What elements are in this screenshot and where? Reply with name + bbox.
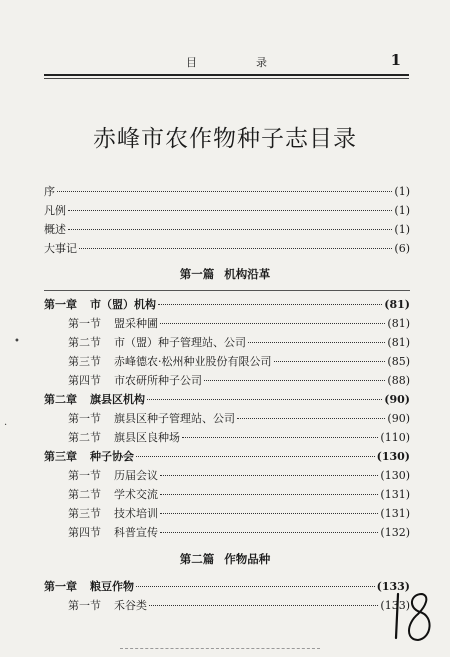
section-page: (131) <box>380 488 410 501</box>
toc-section <box>68 524 410 541</box>
chapter-page: (81) <box>384 298 410 311</box>
leader-dots <box>274 361 386 362</box>
section-title: 市（盟）种子管理站、公司 <box>114 336 246 349</box>
toc-entry-title: 凡例 <box>44 204 66 217</box>
toc-entry-page: (1) <box>394 185 410 198</box>
leader-dots <box>158 304 382 305</box>
part-label: 第二篇 <box>179 552 215 566</box>
leader-dots <box>136 586 375 587</box>
section-number: 第一节 <box>68 469 101 482</box>
header-rule <box>44 74 409 76</box>
header-rule-thin <box>44 78 409 79</box>
leader-dots <box>79 248 392 249</box>
toc-section <box>68 315 410 332</box>
toc-section <box>68 467 410 484</box>
chapter-number: 第三章 <box>44 450 77 463</box>
section-page: (131) <box>380 507 410 520</box>
page-number: 1 <box>390 51 401 69</box>
chapter-title: 旗县区机构 <box>90 393 145 406</box>
toc-section <box>68 372 410 389</box>
running-header <box>44 51 409 76</box>
leader-dots <box>136 456 375 457</box>
toc-section <box>68 486 410 503</box>
section-page: (133) <box>380 599 410 612</box>
part-label: 第一篇 <box>179 267 215 281</box>
section-page: (81) <box>387 317 410 330</box>
section-title: 历届会议 <box>114 469 158 482</box>
section-number: 第二节 <box>68 336 101 349</box>
chapter-number: 第二章 <box>44 393 77 406</box>
section-divider <box>44 290 410 291</box>
section-page: (81) <box>387 336 410 349</box>
toc-section <box>68 505 410 522</box>
toc-chapter <box>44 296 410 313</box>
bottom-edge <box>120 648 320 653</box>
section-number: 第一节 <box>68 317 101 330</box>
part-title: 机构沿革 <box>224 267 271 281</box>
running-header-title: 目 录 <box>186 56 291 69</box>
chapter-number: 第一章 <box>44 298 77 311</box>
toc-chapter <box>44 391 410 408</box>
chapter-page: (133) <box>376 580 410 593</box>
section-title: 旗县区种子管理站、公司 <box>114 412 235 425</box>
leader-dots <box>160 475 378 476</box>
leader-dots <box>182 437 378 438</box>
section-title: 禾谷类 <box>114 599 147 612</box>
section-title: 盟采种圃 <box>114 317 158 330</box>
leader-dots <box>149 605 378 606</box>
toc-entry-title: 序 <box>44 185 55 198</box>
section-page: (85) <box>387 355 410 368</box>
leader-dots <box>68 210 392 211</box>
handwritten-annotation <box>388 588 438 646</box>
chapter-title: 种子协会 <box>90 450 134 463</box>
leader-dots <box>160 323 385 324</box>
section-title: 技术培训 <box>114 507 158 520</box>
chapter-title: 市（盟）机构 <box>90 298 156 311</box>
part-heading <box>0 551 450 567</box>
section-title: 科普宣传 <box>114 526 158 539</box>
section-number: 第四节 <box>68 526 101 539</box>
chapter-number: 第一章 <box>44 580 77 593</box>
leader-dots <box>57 191 392 192</box>
section-number: 第二节 <box>68 431 101 444</box>
part-title: 作物品种 <box>224 552 271 566</box>
section-number: 第四节 <box>68 374 101 387</box>
chapter-page: (130) <box>376 450 410 463</box>
leader-dots <box>147 399 382 400</box>
toc-chapter <box>44 448 410 465</box>
chapter-title: 粮豆作物 <box>90 580 134 593</box>
toc-section <box>68 334 410 351</box>
toc-entry <box>44 240 410 257</box>
section-title: 学术交流 <box>114 488 158 501</box>
section-title: 市农研所种子公司 <box>114 374 202 387</box>
section-number: 第三节 <box>68 355 101 368</box>
toc-entry-page: (1) <box>394 223 410 236</box>
chapter-page: (90) <box>384 393 410 406</box>
section-page: (110) <box>380 431 410 444</box>
toc-entry-title: 概述 <box>44 223 66 236</box>
toc-section <box>68 597 410 614</box>
section-title: 旗县区良种场 <box>114 431 180 444</box>
toc-section <box>68 353 410 370</box>
toc-entry-page: (6) <box>394 242 410 255</box>
toc-entry <box>44 202 410 219</box>
toc-section <box>68 410 410 427</box>
toc-entry <box>44 221 410 238</box>
leader-dots <box>160 494 378 495</box>
section-number: 第一节 <box>68 599 101 612</box>
section-number: 第一节 <box>68 412 101 425</box>
section-number: 第三节 <box>68 507 101 520</box>
toc-chapter <box>44 578 410 595</box>
section-page: (90) <box>387 412 410 425</box>
leader-dots <box>237 418 385 419</box>
section-title: 赤峰德农·松州种业股份有限公司 <box>114 355 272 368</box>
leader-dots <box>248 342 385 343</box>
toc-section <box>68 429 410 446</box>
document-title: 赤峰市农作物种子志目录 <box>93 126 357 152</box>
scan-speck: · <box>4 420 8 431</box>
leader-dots <box>160 532 378 533</box>
leader-dots <box>160 513 378 514</box>
toc-entry-title: 大事记 <box>44 242 77 255</box>
leader-dots <box>68 229 392 230</box>
toc-entry-page: (1) <box>394 204 410 217</box>
section-number: 第二节 <box>68 488 101 501</box>
part-heading <box>0 266 450 282</box>
leader-dots <box>204 380 385 381</box>
scan-speck: • <box>14 336 20 347</box>
section-page: (132) <box>380 526 410 539</box>
toc-entry <box>44 183 410 200</box>
section-page: (130) <box>380 469 410 482</box>
section-page: (88) <box>387 374 410 387</box>
